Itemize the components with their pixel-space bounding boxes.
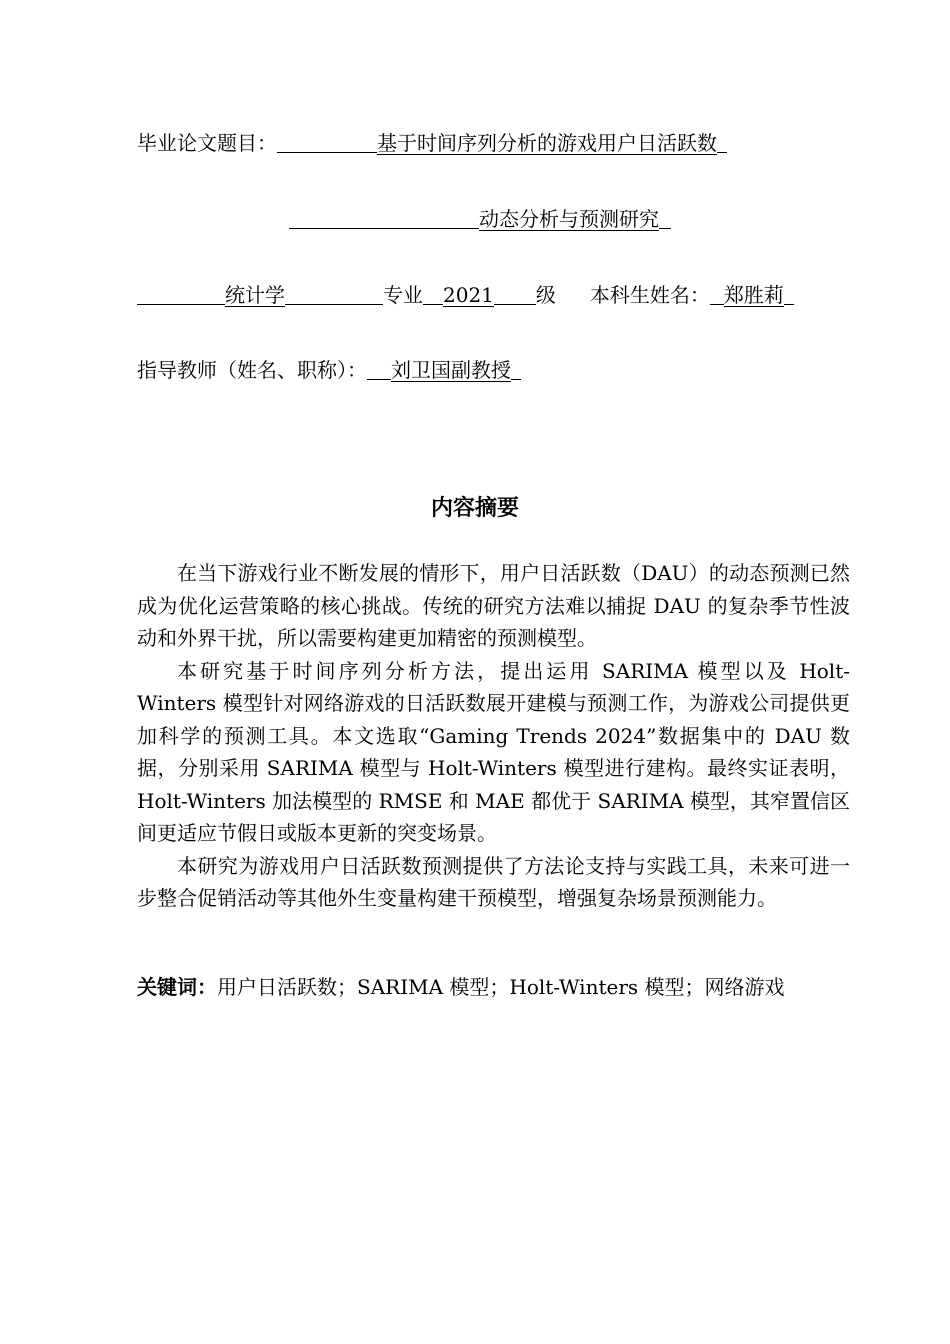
advisor-label: 指导教师（姓名、职称）： xyxy=(137,358,367,382)
underline-blank xyxy=(710,282,724,305)
thesis-title-line-2: 动态分析与预测研究 xyxy=(479,207,659,231)
advisor-row xyxy=(137,354,521,384)
underline-blank xyxy=(784,282,794,305)
underline-blank xyxy=(137,282,225,305)
abstract-paragraph: 本研究为游戏用户日活跃数预测提供了方法论支持与实践工具，未来可进一步整合促销活动等其他外生变量构建干预模型，增强复杂场景预测能力。 xyxy=(137,853,850,910)
underline-blank xyxy=(494,282,536,305)
title-row-2 xyxy=(289,203,671,233)
abstract-paragraph: 在当下游戏行业不断发展的情形下，用户日活跃数（DAU）的动态预测已然成为优化运营策略的核心挑战。传统的研究方法难以捕捉 DAU 的复杂季节性波动和外界干扰，所以需要构建更加精密的预测模型。 xyxy=(137,561,850,650)
underline-blank xyxy=(717,130,727,153)
underline-blank xyxy=(285,282,383,305)
student-label: 本科生姓名： xyxy=(589,283,710,307)
student-name: 郑胜莉 xyxy=(723,283,784,307)
title-row-1 xyxy=(137,127,727,157)
abstract-heading: 内容摘要 xyxy=(430,496,519,521)
year-label: 级 xyxy=(535,283,556,307)
year-value: 2021 xyxy=(443,283,494,307)
title-label: 毕业论文题目： xyxy=(137,131,277,155)
underline-blank xyxy=(277,130,377,153)
underline-blank xyxy=(289,206,479,229)
advisor-name: 刘卫国副教授 xyxy=(391,358,511,382)
keywords-label: 关键词： xyxy=(137,975,217,999)
major-row xyxy=(137,279,794,309)
underline-blank xyxy=(367,357,391,380)
major-label: 专业 xyxy=(383,283,423,307)
major-value: 统计学 xyxy=(225,283,285,307)
underline-blank xyxy=(659,206,671,229)
thesis-title-line-1: 基于时间序列分析的游戏用户日活跃数 xyxy=(377,131,717,155)
keywords-text: 用户日活跃数；SARIMA 模型；Holt-Winters 模型；网络游戏 xyxy=(217,975,785,999)
keywords-row xyxy=(137,973,785,1001)
abstract-body xyxy=(137,557,850,915)
underline-blank xyxy=(423,282,443,305)
underline-blank xyxy=(511,357,521,380)
abstract-paragraph: 本研究基于时间序列分析方法，提出运用 SARIMA 模型以及 Holt-Winters 模型针对网络游戏的日活跃数展开建模与预测工作，为游戏公司提供更加科学的预测工具。本文选取“Gaming Trends 2024”数据集中的 DAU 数据，分别采用 SARIMA 模型与 Holt-Winters 模型进行建构。最终实证表明，Holt-Winters 加法模型的 RMSE 和 MAE 都优于 SARIMA 模型，其窄置信区间更适应节假日或版本更新的突变场景。 xyxy=(137,658,850,845)
